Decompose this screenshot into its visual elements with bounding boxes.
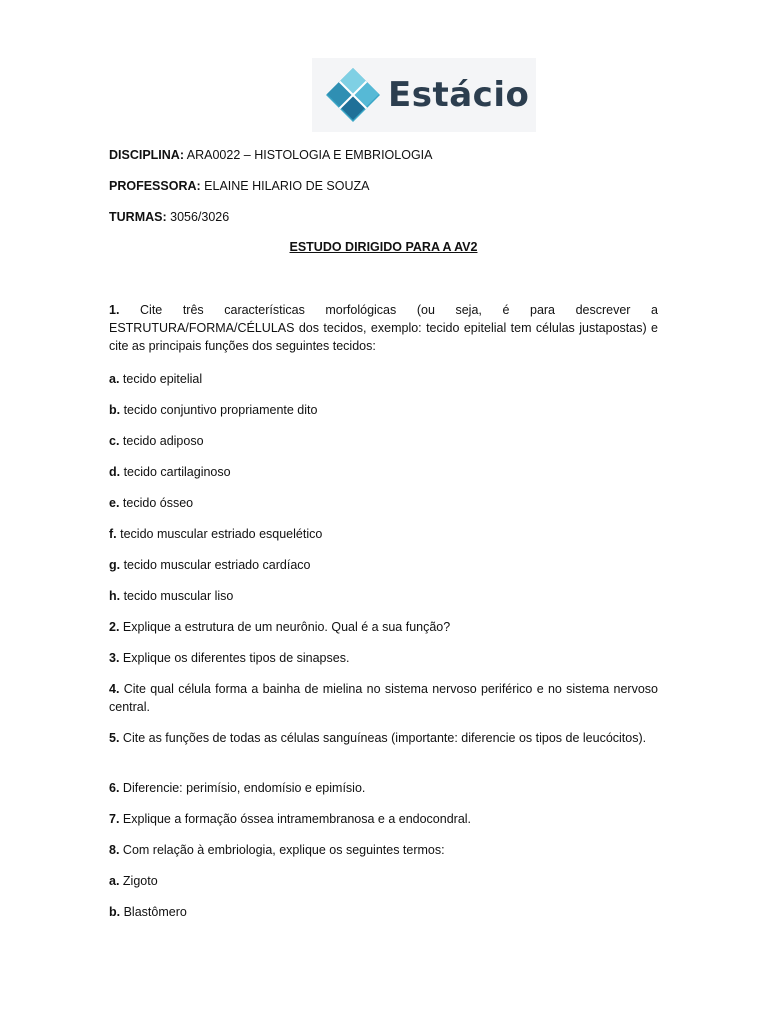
question-4-text: Cite qual célula forma a bainha de mielina no sistema nervoso periférico e no sistema nervoso central. xyxy=(109,682,658,714)
list-item xyxy=(109,432,658,450)
item-text: tecido muscular estriado esquelético xyxy=(116,527,323,541)
professora-value: ELAINE HILARIO DE SOUZA xyxy=(200,179,370,193)
item-letter: b. xyxy=(109,403,121,417)
item-text: Blastômero xyxy=(120,905,187,919)
question-5-number: 5. xyxy=(109,731,120,745)
question-8-number: 8. xyxy=(109,843,120,857)
item-text: tecido muscular estriado cardíaco xyxy=(120,558,311,572)
item-letter: f. xyxy=(109,527,117,541)
list-item xyxy=(109,903,658,921)
question-8 xyxy=(109,841,658,859)
item-text: tecido cartilaginoso xyxy=(120,465,231,479)
question-4 xyxy=(109,680,658,716)
professora-line xyxy=(109,177,658,195)
list-item xyxy=(109,463,658,481)
estacio-logo xyxy=(312,58,536,132)
question-5-text: Cite as funções de todas as células sanguíneas (importante: diferencie os tipos de leucócitos). xyxy=(119,731,647,745)
turmas-line xyxy=(109,208,658,226)
estacio-logo-icon xyxy=(324,66,382,124)
question-4-number: 4. xyxy=(109,682,120,696)
page-title: ESTUDO DIRIGIDO PARA A AV2 xyxy=(289,240,478,254)
question-1 xyxy=(109,301,658,355)
list-item xyxy=(109,556,658,574)
disciplina-label: DISCIPLINA: xyxy=(109,148,184,162)
item-text: Zigoto xyxy=(119,874,158,888)
question-2-text: Explique a estrutura de um neurônio. Qual é a sua função? xyxy=(119,620,451,634)
question-6-number: 6. xyxy=(109,781,120,795)
item-text: tecido ósseo xyxy=(119,496,194,510)
item-letter: c. xyxy=(109,434,120,448)
question-1-number: 1. xyxy=(109,303,120,317)
item-text: tecido epitelial xyxy=(119,372,203,386)
question-7-number: 7. xyxy=(109,812,120,826)
item-letter: e. xyxy=(109,496,120,510)
logo-text: Estácio xyxy=(388,75,530,115)
list-item xyxy=(109,401,658,419)
disciplina-line xyxy=(109,146,658,164)
turmas-value: 3056/3026 xyxy=(166,210,230,224)
item-letter: a. xyxy=(109,874,120,888)
list-item xyxy=(109,587,658,605)
list-item xyxy=(109,494,658,512)
item-letter: d. xyxy=(109,465,121,479)
question-3-text: Explique os diferentes tipos de sinapses. xyxy=(119,651,350,665)
disciplina-value: ARA0022 – HISTOLOGIA E EMBRIOLOGIA xyxy=(184,148,433,162)
item-letter: a. xyxy=(109,372,120,386)
question-8-text: Com relação à embriologia, explique os seguintes termos: xyxy=(119,843,445,857)
list-item xyxy=(109,872,658,890)
item-text: tecido conjuntivo propriamente dito xyxy=(120,403,318,417)
question-2-number: 2. xyxy=(109,620,120,634)
item-text: tecido adiposo xyxy=(119,434,204,448)
question-2 xyxy=(109,618,658,636)
list-item xyxy=(109,370,658,388)
question-3-number: 3. xyxy=(109,651,120,665)
turmas-label: TURMAS: xyxy=(109,210,167,224)
question-7-text: Explique a formação óssea intramembranosa e a endocondral. xyxy=(119,812,472,826)
item-letter: b. xyxy=(109,905,121,919)
item-text: tecido muscular liso xyxy=(120,589,234,603)
question-1-text: Cite três características morfológicas (ou seja, é para descrever a ESTRUTURA/FORMA/CÉLULAS dos tecidos, exemplo: tecido epitelial tem células justapostas) e cite as principais funções dos seguintes tecidos: xyxy=(109,303,658,353)
question-5 xyxy=(109,729,658,747)
question-6-text: Diferencie: perimísio, endomísio e epimísio. xyxy=(119,781,366,795)
question-7 xyxy=(109,810,658,828)
question-3 xyxy=(109,649,658,667)
question-6 xyxy=(109,779,658,797)
professora-label: PROFESSORA: xyxy=(109,179,201,193)
list-item xyxy=(109,525,658,543)
item-letter: g. xyxy=(109,558,121,572)
item-letter: h. xyxy=(109,589,121,603)
